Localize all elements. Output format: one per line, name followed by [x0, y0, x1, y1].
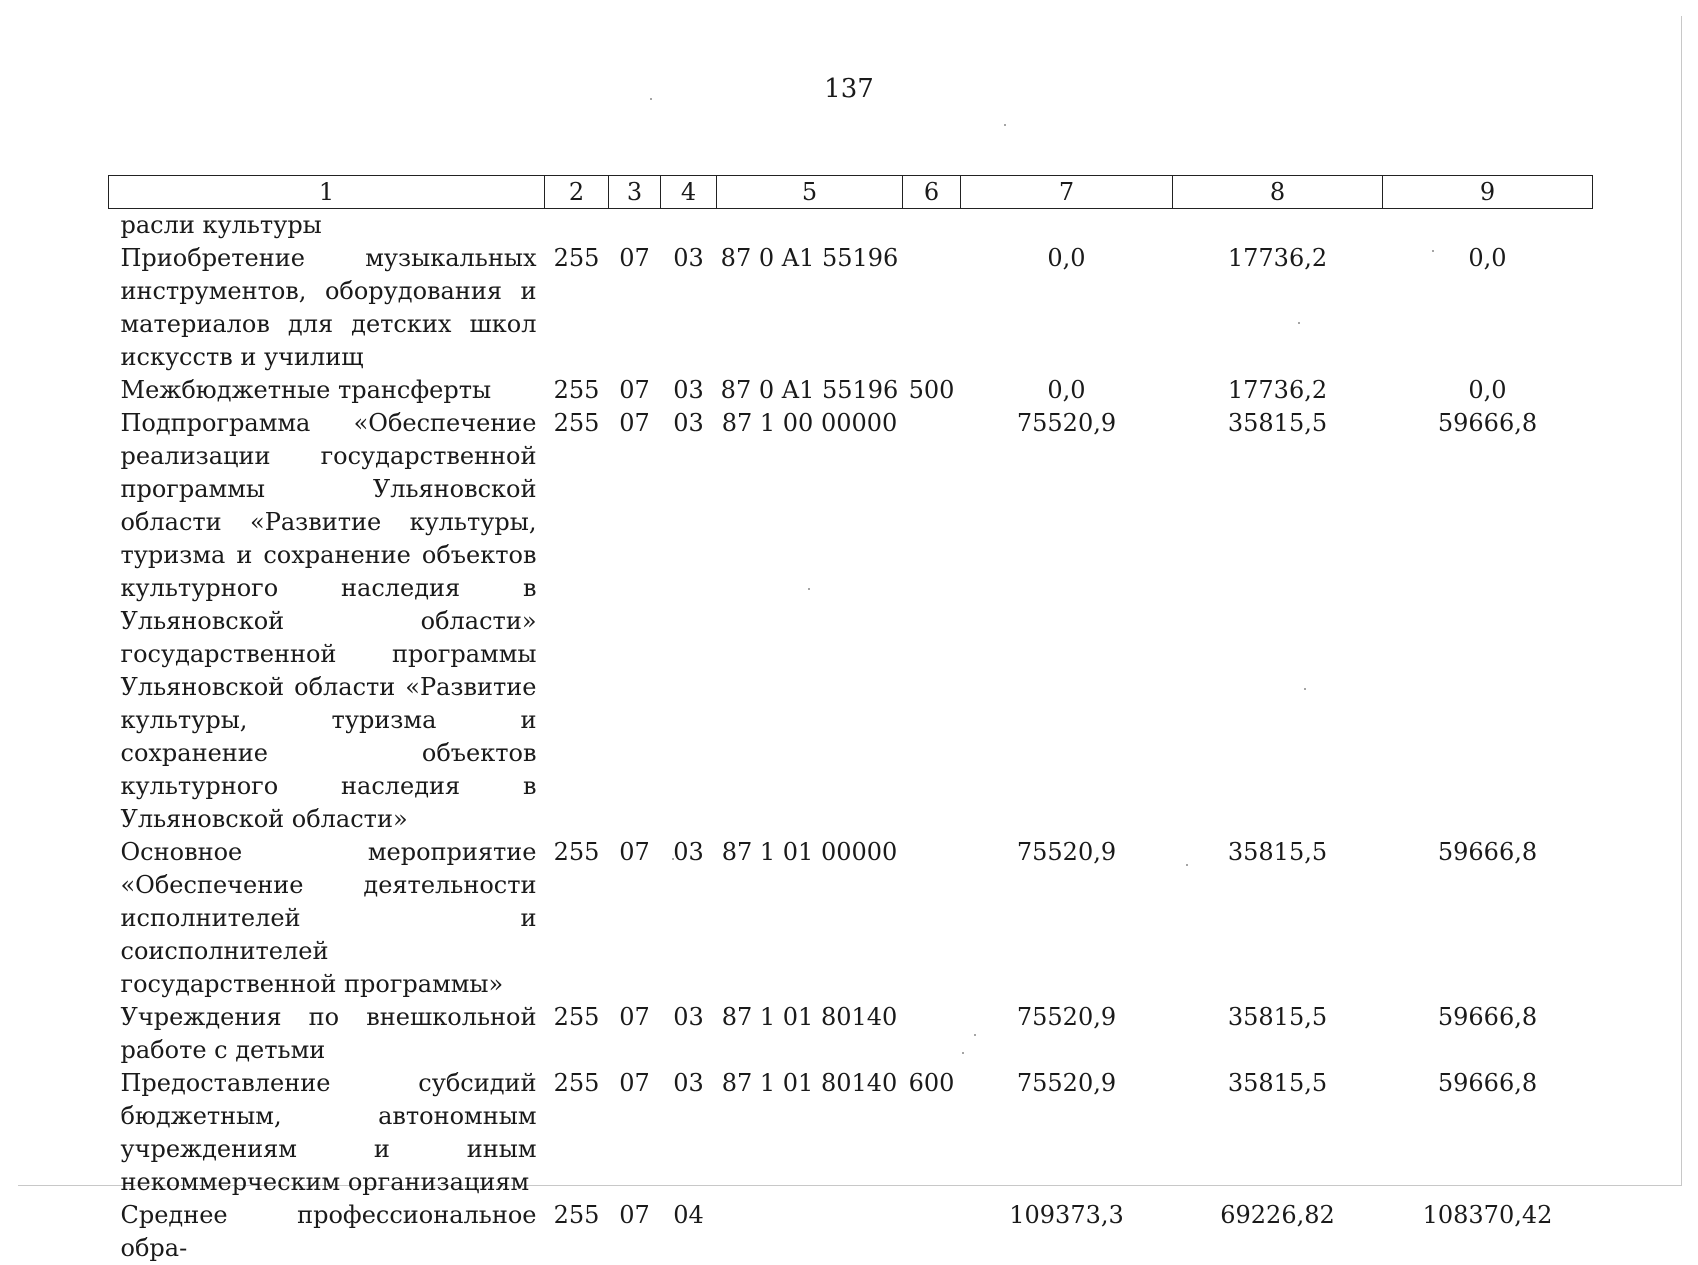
row-value-8: 35815,5	[1173, 1067, 1383, 1199]
row-code-5	[717, 1199, 903, 1265]
row-code-5: 87 0 A1 55196	[717, 374, 903, 407]
table-row	[109, 209, 1593, 243]
table-row	[109, 836, 1593, 1001]
row-code-5: 87 1 01 80140	[717, 1067, 903, 1199]
row-value-9: 59666,8	[1383, 1067, 1593, 1199]
row-code-6	[903, 1001, 961, 1067]
header-col-8: 8	[1173, 176, 1383, 209]
header-col-2: 2	[545, 176, 609, 209]
row-name: Подпрограмма «Обеспечение реализации государственной программы Ульяновской области «Развитие культуры, туризма и сохранение объектов культурного наследия в Ульяновской области» государственной программы Ульяновской области «Развитие культуры, туризма и сохранение объектов культурного наследия в Ульяновской области»	[109, 407, 545, 836]
row-code-2: 255	[545, 374, 609, 407]
row-code-3: 07	[609, 836, 661, 1001]
row-value-8: 17736,2	[1173, 242, 1383, 374]
row-code-6	[903, 836, 961, 1001]
row-code-6	[903, 242, 961, 374]
row-value-9: 108370,42	[1383, 1199, 1593, 1265]
row-code-5	[717, 209, 903, 243]
table-row	[109, 1001, 1593, 1067]
row-name: Основное мероприятие «Обеспечение деятельности исполнителей и соисполнителей государственной программы»	[109, 836, 545, 1001]
row-code-4: 03	[661, 1001, 717, 1067]
row-code-5: 87 1 01 80140	[717, 1001, 903, 1067]
row-code-3: 07	[609, 1001, 661, 1067]
table-row	[109, 374, 1593, 407]
row-code-6: 600	[903, 1067, 961, 1199]
row-value-7	[961, 209, 1173, 243]
row-code-2: 255	[545, 242, 609, 374]
row-value-7: 75520,9	[961, 836, 1173, 1001]
header-col-5: 5	[717, 176, 903, 209]
table-row	[109, 242, 1593, 374]
row-value-9: 59666,8	[1383, 1001, 1593, 1067]
header-col-7: 7	[961, 176, 1173, 209]
row-value-9: 59666,8	[1383, 407, 1593, 836]
row-name: Межбюджетные трансферты	[109, 374, 545, 407]
row-code-5: 87 1 01 00000	[717, 836, 903, 1001]
row-code-6	[903, 407, 961, 836]
row-code-2: 255	[545, 1067, 609, 1199]
row-code-3: 07	[609, 1199, 661, 1265]
row-code-4	[661, 209, 717, 243]
row-name: Учреждения по внешкольной работе с детьми	[109, 1001, 545, 1067]
row-code-2: 255	[545, 407, 609, 836]
row-name: Среднее профессиональное обра-	[109, 1199, 545, 1265]
table-row	[109, 407, 1593, 836]
header-col-3: 3	[609, 176, 661, 209]
table-row	[109, 1199, 1593, 1265]
row-name: Предоставление субсидий бюджетным, автономным учреждениям и иным некоммерческим организациям	[109, 1067, 545, 1199]
row-code-4: 04	[661, 1199, 717, 1265]
row-value-9: 0,0	[1383, 242, 1593, 374]
row-value-8: 17736,2	[1173, 374, 1383, 407]
row-value-9	[1383, 209, 1593, 243]
row-value-8: 69226,82	[1173, 1199, 1383, 1265]
row-code-4: 03	[661, 407, 717, 836]
row-value-8: 35815,5	[1173, 836, 1383, 1001]
row-code-2: 255	[545, 1001, 609, 1067]
row-value-7: 75520,9	[961, 1067, 1173, 1199]
row-code-6	[903, 1199, 961, 1265]
header-col-9: 9	[1383, 176, 1593, 209]
table-body	[109, 209, 1593, 1265]
row-code-2	[545, 209, 609, 243]
row-value-8	[1173, 209, 1383, 243]
row-value-7: 75520,9	[961, 1001, 1173, 1067]
row-code-3: 07	[609, 407, 661, 836]
row-code-6	[903, 209, 961, 243]
page-number: 137	[0, 74, 1698, 104]
header-col-4: 4	[661, 176, 717, 209]
budget-table	[108, 175, 1593, 1265]
header-row	[109, 176, 1593, 209]
row-name: Приобретение музыкальных инструментов, оборудования и материалов для детских школ искусств и училищ	[109, 242, 545, 374]
row-code-4: 03	[661, 1067, 717, 1199]
row-code-2: 255	[545, 1199, 609, 1265]
row-code-3: 07	[609, 374, 661, 407]
row-code-2: 255	[545, 836, 609, 1001]
row-value-7: 0,0	[961, 374, 1173, 407]
row-code-5: 87 0 A1 55196	[717, 242, 903, 374]
row-value-9: 59666,8	[1383, 836, 1593, 1001]
row-value-7: 0,0	[961, 242, 1173, 374]
row-code-3: 07	[609, 242, 661, 374]
row-code-4: 03	[661, 836, 717, 1001]
row-value-7: 109373,3	[961, 1199, 1173, 1265]
row-name: расли культуры	[109, 209, 545, 243]
row-code-6: 500	[903, 374, 961, 407]
table-header	[109, 176, 1593, 209]
row-value-9: 0,0	[1383, 374, 1593, 407]
scan-speck	[650, 98, 652, 100]
row-value-8: 35815,5	[1173, 407, 1383, 836]
header-col-1: 1	[109, 176, 545, 209]
row-code-5: 87 1 00 00000	[717, 407, 903, 836]
row-value-7: 75520,9	[961, 407, 1173, 836]
header-col-6: 6	[903, 176, 961, 209]
row-code-4: 03	[661, 374, 717, 407]
row-code-4: 03	[661, 242, 717, 374]
row-code-3: 07	[609, 1067, 661, 1199]
row-value-8: 35815,5	[1173, 1001, 1383, 1067]
table-row	[109, 1067, 1593, 1199]
row-code-3	[609, 209, 661, 243]
scan-speck	[1004, 124, 1006, 126]
